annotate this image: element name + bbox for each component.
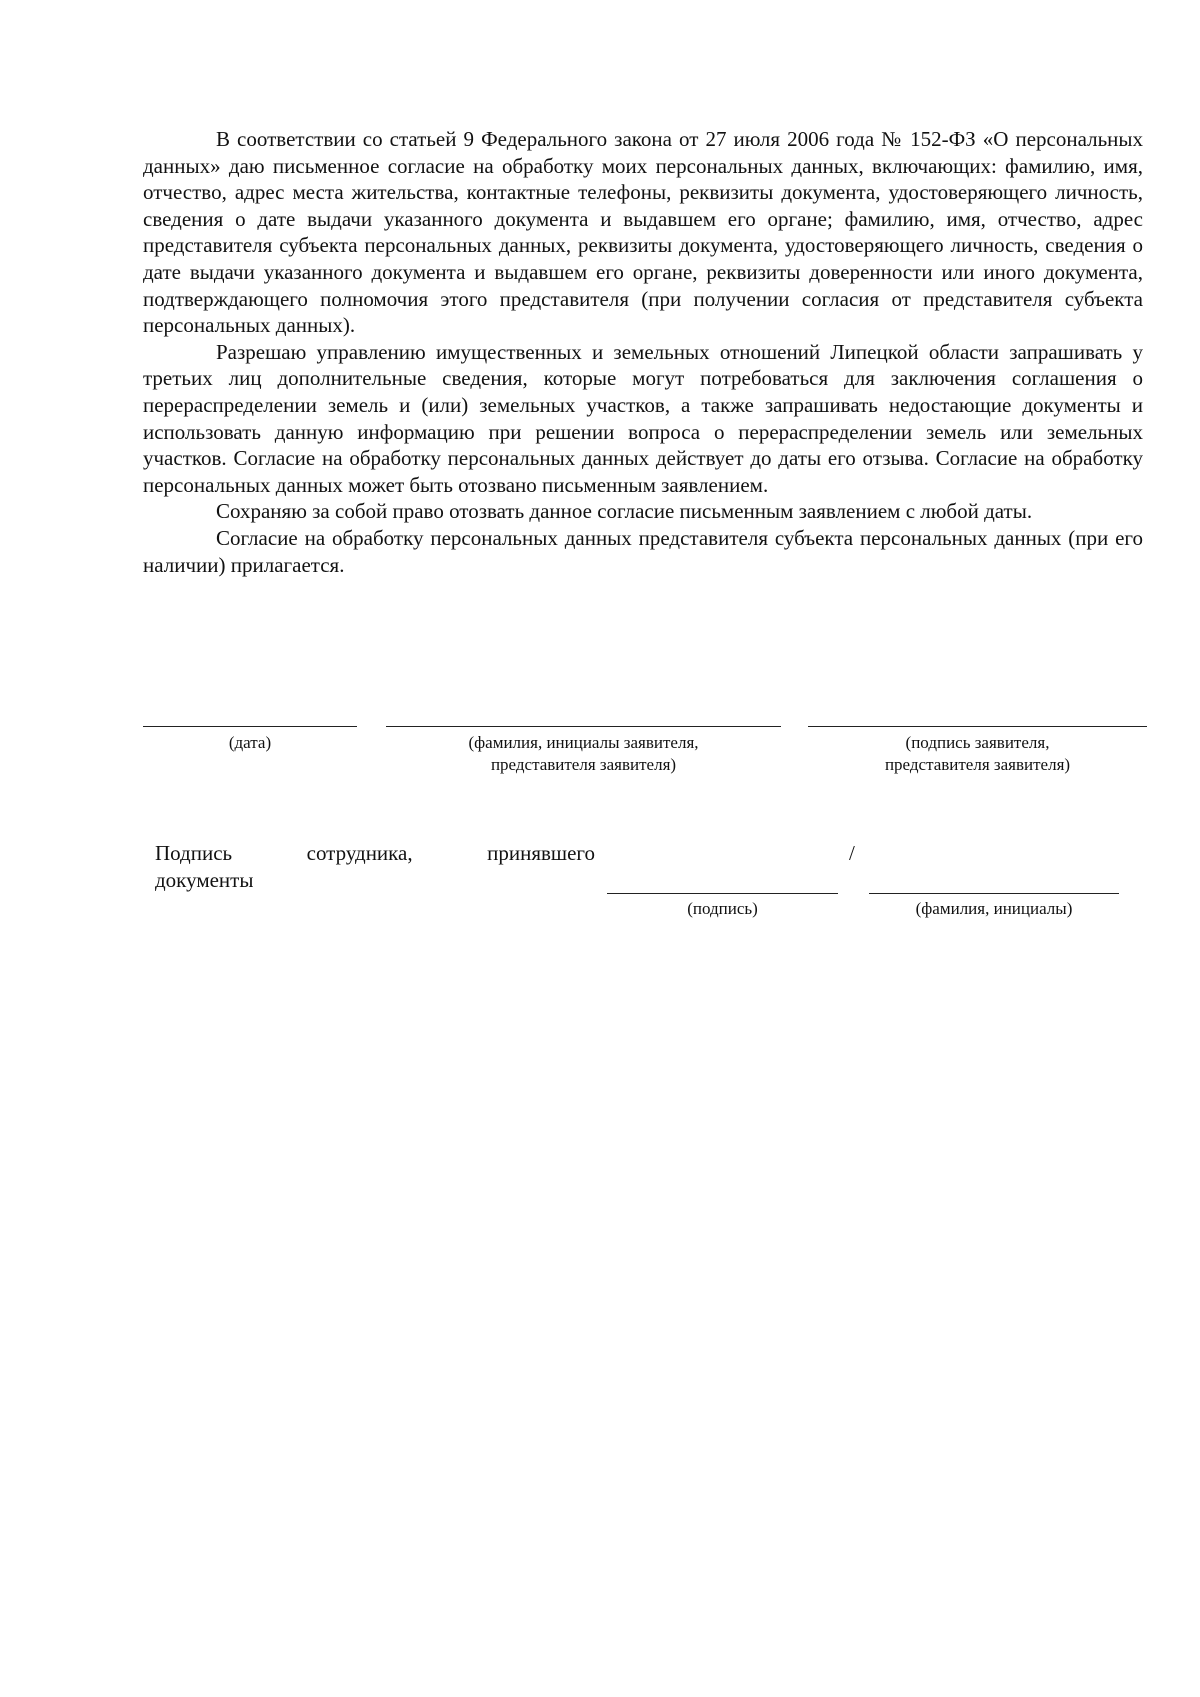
applicant-name-caption	[386, 732, 781, 776]
applicant-signature-line	[808, 726, 1147, 727]
consent-text	[143, 126, 1143, 578]
employee-label-word-prinyavshego: принявшего	[487, 841, 595, 865]
date-caption: (дата)	[228, 733, 272, 752]
employee-label-word-sotrudnika: сотрудника,	[306, 841, 413, 865]
employee-label-word-podpis: Подпись	[155, 841, 233, 865]
applicant-name-caption-line2: представителя заявителя)	[490, 755, 677, 774]
employee-name-line	[869, 893, 1119, 894]
paragraph-right-to-revoke: Сохраняю за собой право отозвать данное согласие письменным заявлением с любой даты.	[216, 499, 1033, 524]
employee-signature-label	[155, 840, 595, 894]
separator-slash: /	[849, 841, 855, 865]
date-line	[143, 726, 357, 727]
paragraph-permission-request: Разрешаю управлению имущественных и земельных отношений Липецкой области запрашивать у третьих лиц дополнительные сведения, которые могут потребоваться для заключения соглашения о перераспределении земель и (или) земельных участков, а также запрашивать недостающие документы и использовать данную информацию при решении вопроса о перераспределении земель или земельных участков. Согласие на обработку персональных данных действует до даты его отзыва. Согласие на обработку персональных данных может быть отозвано письменным заявлением.	[143, 339, 1143, 497]
employee-signature-line	[607, 893, 838, 894]
employee-label-line1	[155, 840, 595, 867]
employee-name-caption: (фамилия, инициалы)	[915, 899, 1073, 918]
paragraph-representative-consent: Согласие на обработку персональных данных представителя субъекта персональных данных (при его наличии) прилагается.	[143, 525, 1143, 577]
applicant-name-caption-line1: (фамилия, инициалы заявителя,	[468, 733, 699, 752]
paragraph-consent-scope: В соответствии со статьей 9 Федерального закона от 27 июля 2006 года № 152-ФЗ «О персональных данных» даю письменное согласие на обработку моих персональных данных, включающих: фамилию, имя, отчество, адрес места жительства, контактные телефоны, реквизиты документа, удостоверяющего личность, сведения о дате выдачи указанного документа и выдавшем его органе; фамилию, имя, отчество, адрес представителя субъекта персональных данных, реквизиты документа, удостоверяющего личность, сведения о дате выдачи указанного документа и выдавшем его органе, реквизиты доверенности или иного документа, подтверждающего полномочия этого представителя (при получении согласия от представителя субъекта персональных данных).	[143, 127, 1143, 338]
applicant-signature-caption-line2: представителя заявителя)	[884, 755, 1071, 774]
employee-signature-caption: (подпись)	[687, 899, 758, 918]
applicant-name-line	[386, 726, 781, 727]
employee-label-line2: документы	[155, 868, 254, 892]
applicant-signature-caption	[808, 732, 1147, 776]
applicant-signature-caption-line1: (подпись заявителя,	[905, 733, 1050, 752]
